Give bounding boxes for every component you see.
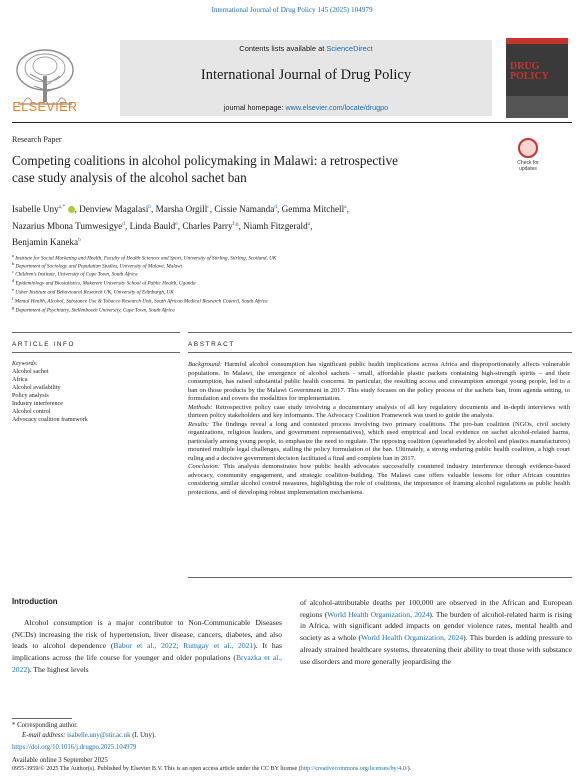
check-for-updates-label: Check for updates	[517, 160, 539, 172]
check-for-updates-icon	[518, 138, 538, 158]
keyword: Industry interference	[12, 401, 63, 407]
cover-band	[506, 96, 568, 118]
abstract-results: Results: The findings reveal a long and contested process involving two primary coalitions. The pro-ban coalition (NGOs, civil society organizations, religious leaders, and government representatives), which used empirical and local evidence on sachet alcohol-related harms, particularly among young people, to emphasize the need to regulate. The opposing coalition (spearheaded by alcohol and plastics manufacturers) mounted multiple legal challenges, stalling the policy formulation of the ban. Ultimately, a strong enduring public health coalition, a high court ruling and a decisive government decision facilitated a final and complete ban in 2017.	[188, 420, 570, 462]
author-sup[interactable]: a	[344, 204, 347, 210]
author-list: Isabelle Uny$^{a,*}$ , Denview Magalasi$^b$, Marsha Orgill$^c$, Cissie Namanda$^d$, Gemma Mitchell$^a$, Nazarius Mbona Tumwesigye$^d$, Linda Bauld$^e$, Charles Parry$^{f,g}$, Niamh Fitzgerald$^a$, Benjamin Kaneka$^b$	[12, 204, 349, 248]
abstract-rule-lower	[188, 352, 572, 353]
author-sup[interactable]: d	[122, 220, 125, 227]
journal-name: International Journal of Drug Policy	[200, 67, 412, 83]
abstract-text	[188, 361, 570, 497]
author-name[interactable]: Niamh Fitzgerald	[243, 220, 308, 231]
affiliation: $^c$ Children’s Institute, University of Cape Town, South Africa	[12, 269, 138, 278]
license-link[interactable]: http://creativecommons.org/licenses/by/4.0/	[300, 766, 408, 772]
author-sup[interactable]: c	[207, 204, 210, 210]
abstract-heading: ABSTRACT	[188, 341, 235, 348]
author-name[interactable]: Marsha Orgill	[155, 204, 208, 215]
author-name[interactable]: Charles Parry	[182, 220, 233, 231]
author-name[interactable]: Denview Magalasi	[79, 204, 149, 215]
article-title-line2: case study analysis of the alcohol sachet ban	[12, 170, 247, 185]
journal-citation[interactable]: International Journal of Drug Policy 145 (2025) 104979	[211, 6, 373, 14]
affiliation: $^a$ Institute for Social Marketing and Health, Faculty of Health Sciences and Sport, University of Stirling, Stirling, Scotland, UK	[12, 253, 277, 262]
elsevier-wordmark: ELSEVIER	[12, 100, 78, 114]
citation-link[interactable]: Rumgay et al., 2021	[183, 641, 254, 651]
author-sup[interactable]: a,*	[58, 204, 66, 210]
article-title	[12, 152, 482, 186]
article-info-rule	[12, 332, 180, 333]
author-sup[interactable]: d	[274, 204, 278, 210]
footnote-rule	[12, 718, 72, 719]
cover-title: DRUG POLICY	[510, 61, 549, 82]
author-name[interactable]: Benjamin Kaneka	[12, 237, 79, 248]
citation-link[interactable]: World Health Organization, 2024	[360, 633, 464, 643]
sciencedirect-link[interactable]: ScienceDirect	[326, 44, 373, 53]
keyword: Advocacy coalition framework	[12, 417, 88, 423]
abstract-background: Background: Harmful alcohol consumption has significant public health implications across Africa and disproportionately affects vulnerable populations. In Malawi, the emergence of alcohol sachets - small, affordable plastic packets containing high-strength spirits – and their consumption, has raised substantial public health concerns. In particular, the resulting access and consumption amongst young people, led to a ban on those products by the Malawi Government in 2017. This study focuses on the policy process of the sachets ban, from agenda setting, to formulation and covers the modalities for implementation.	[188, 361, 570, 402]
author-name[interactable]: Isabelle Uny	[12, 204, 59, 215]
homepage-link[interactable]: www.elsevier.com/locate/drugpo	[285, 103, 389, 112]
affiliation: $^e$ Usher Institute and Behavioural Research UK, University of Edinburgh, UK	[12, 287, 174, 296]
body-right-column: of alcohol-attributable deaths per 100,000 are observed in the African and European regions (World Health Organization, 2024). The burden of alcohol-related harm is rising in Africa, with significant added impacts on gender violence rates, mental health and society as a whole (World Health Organization, 2024). This burden is adding pressure to already strained healthcare systems, threatening their ability to treat those with substance use disorders and more generally jeopardising the	[300, 598, 572, 666]
citation-link[interactable]: Babor et al., 2022	[113, 641, 177, 651]
author-sup[interactable]: e	[175, 220, 178, 227]
keyword: Alcohol control	[12, 409, 51, 415]
abstract-rule	[188, 332, 572, 333]
citation-link[interactable]: World Health Organization, 2024	[327, 609, 430, 619]
affiliation: $^g$ Department of Psychiatry, Stellenbosch University, Cape Town, South Africa	[12, 305, 175, 314]
contents-prefix: Contents lists available at	[239, 44, 327, 53]
article-title-line1: Competing coalitions in alcohol policymaking in Malawi: a retrospective	[12, 153, 399, 168]
author-name[interactable]: Gemma Mitchell	[281, 204, 345, 215]
header-rule	[12, 122, 572, 123]
abstract-methods: Methods: Retrospective policy case study involving a documentary analysis of all key regulatory documents and in-depth interviews with thirteen policy stakeholders and key informants. The Advocacy Coalition Framework was used to guide the analysis.	[188, 403, 570, 419]
license-line: 0955-3959/© 2025 The Author(s). Published by Elsevier B.V. This is an open access article under the CC BY license (http://creativecommons.org/licenses/by/4.0/).	[12, 766, 412, 772]
author-name[interactable]: Cissie Namanda	[214, 204, 275, 215]
introduction-heading: Introduction	[12, 597, 58, 606]
journal-homepage	[120, 103, 492, 112]
contents-line	[120, 44, 492, 53]
abstract-end-rule	[188, 577, 572, 578]
article-info-rule-lower	[12, 352, 180, 353]
keyword: Alcohol availability	[12, 385, 61, 391]
author-name[interactable]: Linda Bauld	[129, 220, 176, 231]
article-type: Research Paper	[12, 135, 62, 144]
citation-link[interactable]: Bryazka et al., 2022	[12, 653, 282, 674]
author-name[interactable]: Nazarius Mbona Tumwesigye	[12, 220, 123, 231]
abstract-conclusion: Conclusion: This analysis demonstrates how public health advocates successfully countered industry interference through evidence-based advocacy, community engagement, and strategic coalition-building. The Malawi case offers valuable lessons for other African countries considering similar alcohol control measures, highlighting the role of coalitions, the importance of framing alcohol regulations as public health protections, and of developing robust implementation mechanisms.	[188, 463, 570, 496]
affiliation: $^f$ Mental Health, Alcohol, Substance Use & Tobacco Research Unit, South African Medical Research Council, South Africa	[12, 296, 268, 305]
available-online: Available online 3 September 2025	[12, 757, 108, 764]
email-footnote: E-mail address: isabelle.uny@stir.ac.uk (I. Uny).	[22, 732, 156, 739]
check-for-updates-button[interactable]	[508, 138, 548, 174]
journal-cover-image[interactable]	[506, 38, 568, 118]
doi-link[interactable]: https://doi.org/10.1016/j.drugpo.2025.104979	[12, 744, 137, 751]
homepage-prefix: journal homepage:	[223, 103, 286, 112]
affiliation: $^d$ Epidemiology and Biostatistics, Makerere University School of Public Health, Uganda	[12, 278, 196, 287]
affiliation: $^b$ Department of Sociology and Population Studies, University of Malawi, Malawi	[12, 261, 183, 270]
keyword: Policy analysis	[12, 393, 49, 399]
author-sup[interactable]: b	[78, 237, 81, 244]
keywords-label: Keywords:	[12, 361, 38, 367]
author-sup[interactable]: a	[307, 220, 311, 227]
email-link[interactable]: isabelle.uny@stir.ac.uk	[67, 732, 131, 739]
author-sup[interactable]: f,g	[232, 220, 239, 227]
keyword: Alcohol sachet	[12, 369, 49, 375]
body-left-column: Alcohol consumption is a major contributor to Non-Communicable Diseases (NCDs) increasing the risk of hypertension, liver disease, cancers, diabetes, and also leads to alcohol dependence (Babor et al., 2022; Rumgay et al., 2021). It has implications across the life course for younger and older populations (Bryazka et al., 2022). The highest levels	[12, 618, 282, 674]
corresponding-author-note: * Corresponding author.	[12, 722, 78, 729]
keyword: Africa	[12, 377, 28, 383]
article-info-heading: ARTICLE INFO	[12, 341, 76, 348]
orcid-icon[interactable]	[68, 206, 75, 213]
cover-accent-bar	[506, 38, 568, 44]
author-sup[interactable]: b	[148, 204, 152, 210]
